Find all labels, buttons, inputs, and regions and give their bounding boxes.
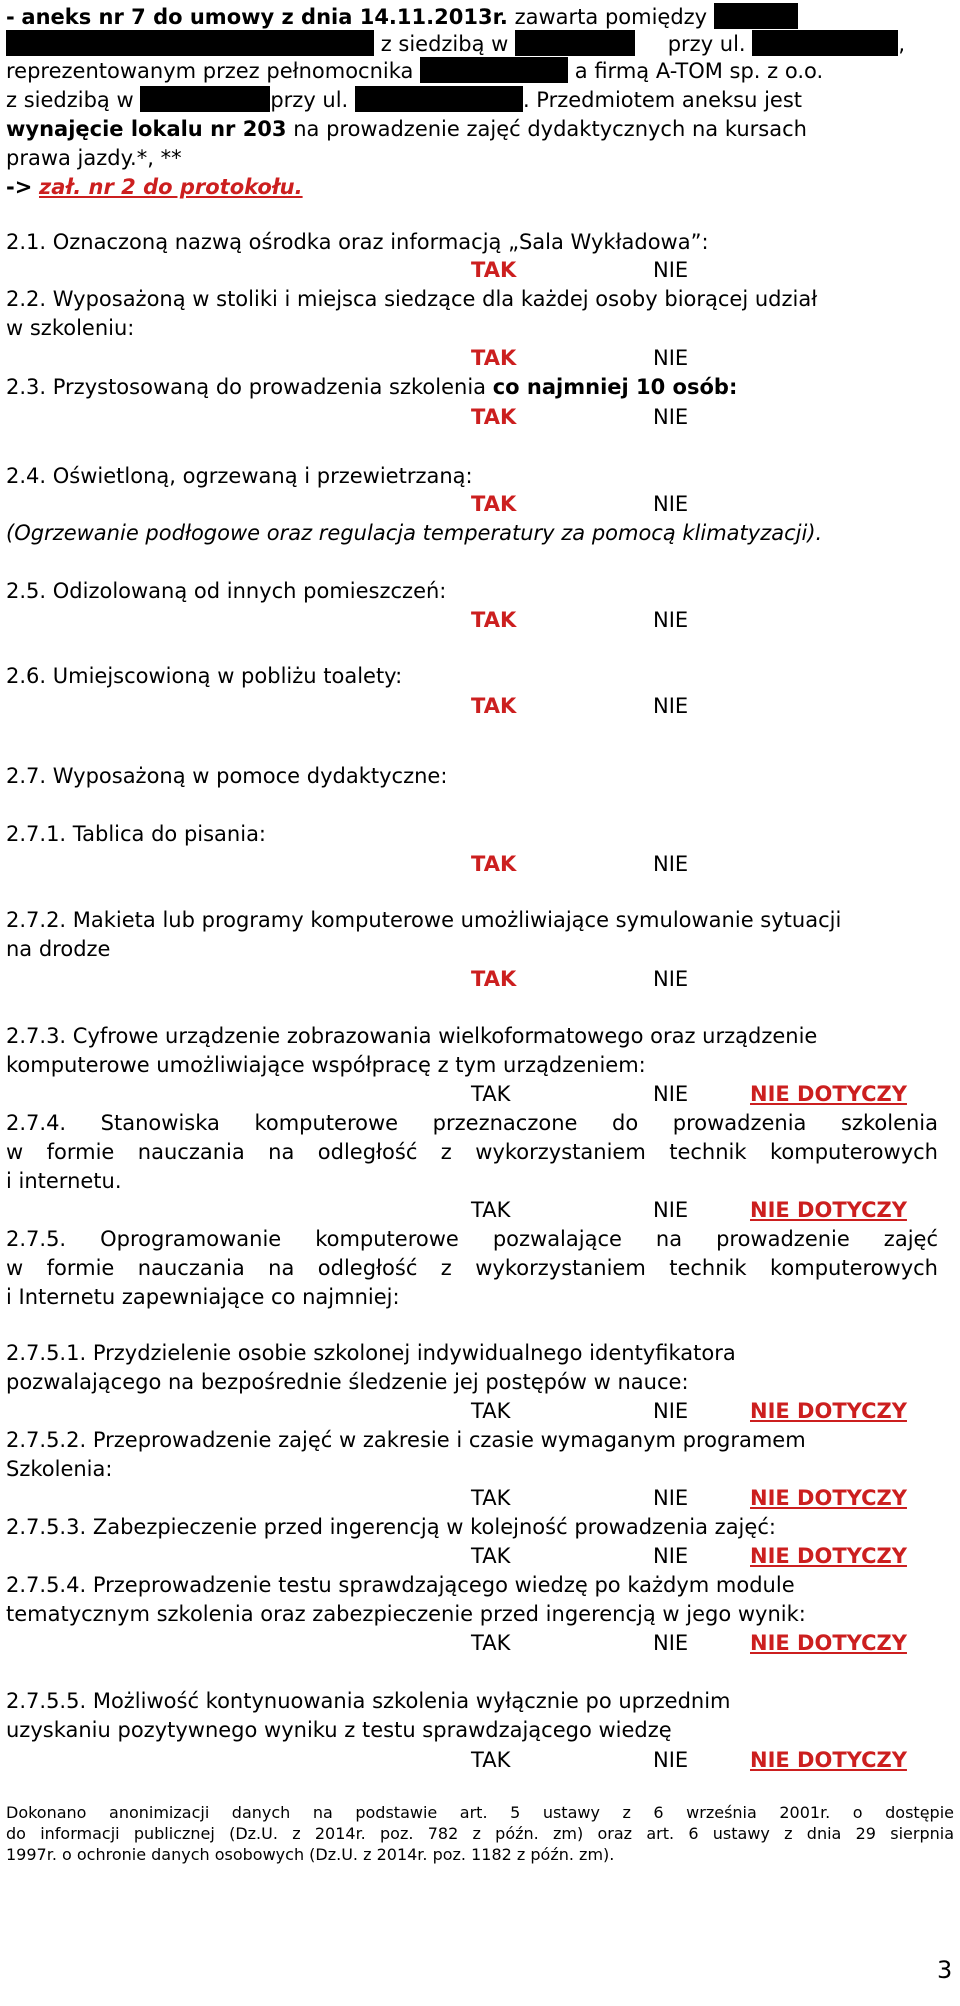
redaction-block xyxy=(515,30,635,56)
item-2-7-2: 2.7.2. Makieta lub programy komputerowe umożliwiające symulowanie sytuacji xyxy=(6,908,842,932)
nie-option: NIE xyxy=(653,852,689,876)
footnote-line-3: 1997r. o ochronie danych osobowych (Dz.U. z 2014r. poz. 1182 z późn. zm). xyxy=(6,1845,615,1864)
item-2-7-2-cont: na drodze xyxy=(6,937,111,961)
item-2-7-5-5: 2.7.5.5. Możliwość kontynuowania szkolenia wyłącznie po uprzednim xyxy=(6,1689,731,1713)
nie-option: NIE xyxy=(653,1399,689,1423)
header-text: na prowadzenie zajęć dydaktycznych na kursach xyxy=(293,117,807,141)
tak-option: TAK xyxy=(471,1486,511,1510)
nie-dotyczy-option: NIE DOTYCZY xyxy=(750,1198,907,1222)
header-text: . Przedmiotem aneksu jest xyxy=(522,88,803,112)
item-2-7-5-4-cont: tematycznym szkolenia oraz zabezpieczenie przed ingerencją w jego wynik: xyxy=(6,1602,806,1626)
dash: - xyxy=(6,5,15,29)
header-text: prawa jazdy.*, ** xyxy=(6,146,182,170)
header-text: reprezentowanym przez pełnomocnika xyxy=(6,59,414,83)
footnote-line-1 xyxy=(6,1802,954,1823)
tak-option: TAK xyxy=(471,1198,511,1222)
item-text: 2.7.4. Stanowiska komputerowe przeznaczone do prowadzenia szkolenia xyxy=(6,1111,938,1135)
redaction-block xyxy=(752,30,898,56)
header-text: przy ul. xyxy=(270,88,349,112)
item-bold-text: co najmniej 10 osób: xyxy=(492,375,738,399)
redaction-block xyxy=(6,30,374,56)
footnote-text: do informacji publicznej (Dz.U. z 2014r. poz. 782 z późn. zm) oraz art. 6 ustawy z dnia 29 sierpnia xyxy=(6,1824,954,1843)
page-number: 3 xyxy=(937,1956,953,1984)
item-2-5: 2.5. Odizolowaną od innych pomieszczeń: xyxy=(6,579,447,603)
item-2-2: 2.2. Wyposażoną w stoliki i miejsca siedzące dla każdej osoby biorącej udział xyxy=(6,287,818,311)
item-text: 2.3. Przystosowaną do prowadzenia szkolenia xyxy=(6,375,487,399)
tak-option: TAK xyxy=(471,967,517,991)
item-2-4: 2.4. Oświetloną, ogrzewaną i przewietrzaną: xyxy=(6,464,473,488)
heating-note: (Ogrzewanie podłogowe oraz regulacja temperatury za pomocą klimatyzacji). xyxy=(6,521,823,545)
tak-option: TAK xyxy=(471,608,517,632)
item-2-3 xyxy=(6,373,737,402)
redaction-block xyxy=(355,86,523,112)
tak-option: TAK xyxy=(471,1748,511,1772)
nie-option: NIE xyxy=(653,694,689,718)
nie-dotyczy-option: NIE DOTYCZY xyxy=(750,1631,907,1655)
arrow: -> xyxy=(6,175,33,199)
item-2-7: 2.7. Wyposażoną w pomoce dydaktyczne: xyxy=(6,764,448,788)
redaction-block xyxy=(714,3,798,29)
item-text: w formie nauczania na odległość z wykorzystaniem technik komputerowych xyxy=(6,1256,938,1280)
tak-option: TAK xyxy=(471,258,517,282)
tak-option: TAK xyxy=(471,492,517,516)
nie-option: NIE xyxy=(653,1544,689,1568)
item-2-7-3: 2.7.3. Cyfrowe urządzenie zobrazowania wielkoformatowego oraz urządzenie xyxy=(6,1024,818,1048)
item-2-7-4 xyxy=(6,1109,938,1138)
nie-dotyczy-option: NIE DOTYCZY xyxy=(750,1082,907,1106)
nie-option: NIE xyxy=(653,1082,689,1106)
header-line-1 xyxy=(6,3,798,32)
header-text: zawarta pomiędzy xyxy=(514,5,708,29)
nie-option: NIE xyxy=(653,1631,689,1655)
nie-option: NIE xyxy=(653,405,689,429)
tak-option: TAK xyxy=(471,346,517,370)
header-line-3 xyxy=(6,57,823,86)
item-2-7-5-end: i Internetu zapewniające co najmniej: xyxy=(6,1285,400,1309)
item-2-7-5-4: 2.7.5.4. Przeprowadzenie testu sprawdzającego wiedzę po każdym module xyxy=(6,1573,795,1597)
redaction-block xyxy=(140,86,270,112)
header-line-5 xyxy=(6,115,807,144)
nie-option: NIE xyxy=(653,1748,689,1772)
nie-dotyczy-option: NIE DOTYCZY xyxy=(750,1544,907,1568)
redaction-block xyxy=(420,57,568,83)
item-2-7-4-end: i internetu. xyxy=(6,1169,122,1193)
item-2-7-3-cont: komputerowe umożliwiające współpracę z tym urządzeniem: xyxy=(6,1053,646,1077)
nie-dotyczy-option: NIE DOTYCZY xyxy=(750,1748,907,1772)
nie-dotyczy-option: NIE DOTYCZY xyxy=(750,1399,907,1423)
item-2-2-cont: w szkoleniu: xyxy=(6,316,135,340)
header-text: przy ul. xyxy=(667,32,746,56)
header-text: z siedzibą w xyxy=(6,88,134,112)
item-2-6: 2.6. Umiejscowioną w pobliżu toalety: xyxy=(6,664,403,688)
item-2-7-5 xyxy=(6,1225,938,1254)
item-2-7-5-cont xyxy=(6,1254,938,1283)
nie-option: NIE xyxy=(653,258,689,282)
header-bold-text: wynajęcie lokalu nr 203 xyxy=(6,117,287,141)
header-text: , xyxy=(898,32,905,56)
nie-dotyczy-option: NIE DOTYCZY xyxy=(750,1486,907,1510)
header-line-2 xyxy=(6,30,905,59)
item-2-7-5-3: 2.7.5.3. Zabezpieczenie przed ingerencją w kolejność prowadzenia zajęć: xyxy=(6,1515,776,1539)
tak-option: TAK xyxy=(471,1544,511,1568)
header-line-7 xyxy=(6,173,303,202)
nie-option: NIE xyxy=(653,492,689,516)
header-text: a firmą A-TOM sp. z o.o. xyxy=(574,59,824,83)
tak-option: TAK xyxy=(471,1399,511,1423)
header-line-4 xyxy=(6,86,802,115)
nie-option: NIE xyxy=(653,967,689,991)
item-2-1: 2.1. Oznaczoną nazwą ośrodka oraz informacją „Sala Wykładowa”: xyxy=(6,230,709,254)
item-2-7-5-2-cont: Szkolenia: xyxy=(6,1457,113,1481)
item-2-7-5-1-cont: pozwalającego na bezpośrednie śledzenie jej postępów w nauce: xyxy=(6,1370,689,1394)
item-2-7-5-5-cont: uzyskaniu pozytywnego wyniku z testu sprawdzającego wiedzę xyxy=(6,1718,672,1742)
footnote-line-2 xyxy=(6,1823,954,1844)
item-2-7-5-1: 2.7.5.1. Przydzielenie osobie szkolonej indywidualnego identyfikatora xyxy=(6,1341,736,1365)
tak-option: TAK xyxy=(471,405,517,429)
nie-option: NIE xyxy=(653,1486,689,1510)
footnote-text: Dokonano anonimizacji danych na podstawie art. 5 ustawy z 6 września 2001r. o dostępie xyxy=(6,1803,954,1822)
tak-option: TAK xyxy=(471,1082,511,1106)
item-2-7-1: 2.7.1. Tablica do pisania: xyxy=(6,822,267,846)
nie-option: NIE xyxy=(653,608,689,632)
item-text: w formie nauczania na odległość z wykorzystaniem technik komputerowych xyxy=(6,1140,938,1164)
nie-option: NIE xyxy=(653,346,689,370)
item-text: 2.7.5. Oprogramowanie komputerowe pozwalające na prowadzenie zajęć xyxy=(6,1227,938,1251)
item-2-7-4-cont xyxy=(6,1138,938,1167)
tak-option: TAK xyxy=(471,694,517,718)
nie-option: NIE xyxy=(653,1198,689,1222)
annex-title: aneks nr 7 do umowy z dnia 14.11.2013r. xyxy=(21,5,508,29)
tak-option: TAK xyxy=(471,1631,511,1655)
item-2-7-5-2: 2.7.5.2. Przeprowadzenie zajęć w zakresie i czasie wymaganym programem xyxy=(6,1428,806,1452)
tak-option: TAK xyxy=(471,852,517,876)
header-text: z siedzibą w xyxy=(380,32,509,56)
attachment-link[interactable]: zał. nr 2 do protokołu. xyxy=(39,175,303,199)
